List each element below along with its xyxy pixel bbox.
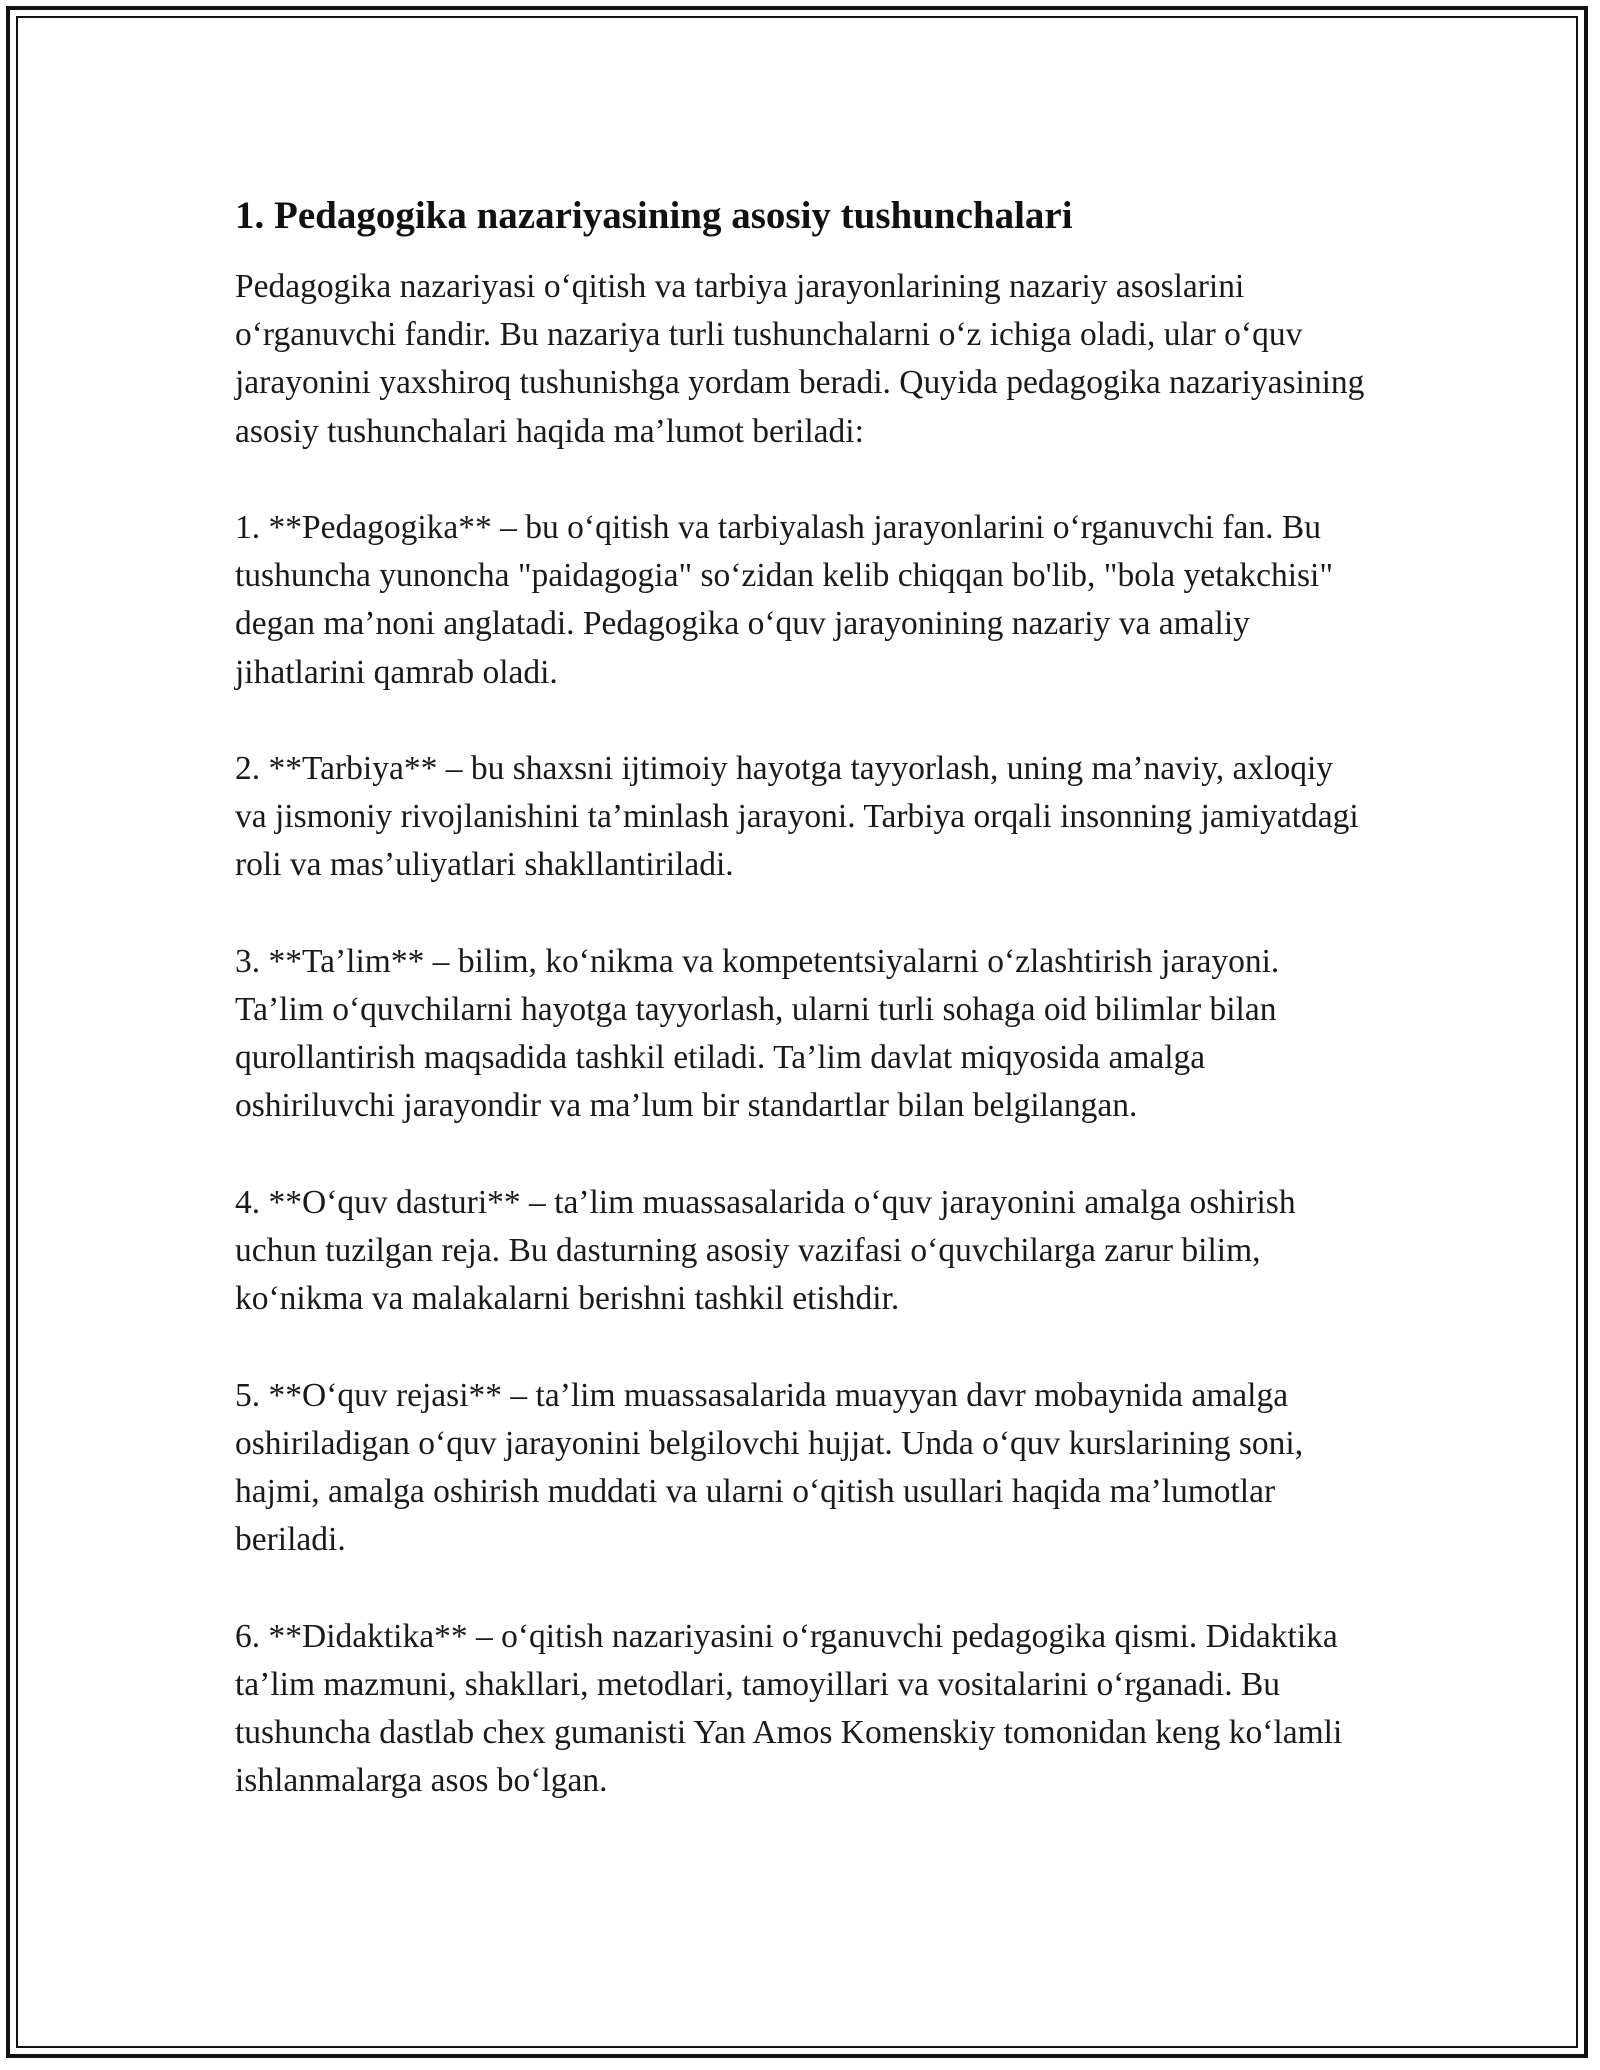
intro-paragraph: Pedagogika nazariyasi o‘qitish va tarbiya jarayonlarining nazariy asoslarini o‘rganuvchi fandir. Bu nazariya turli tushunchalarni o‘z ichiga oladi, ular o‘quv jarayonini yaxshiroq tushunishga yordam beradi. Quyida pedagogika nazariyasining asosiy tushunchalari haqida ma’lumot beriladi: (235, 268, 1365, 450)
list-item-tarbiya: 2. **Tarbiya** – bu shaxsni ijtimoiy hayotga tayyorlash, uning ma’naviy, axloqiy va jismoniy rivojlanishini ta’minlash jarayoni. Tarbiya orqali insonning jamiyatdagi roli va mas’uliyatlari shakllantiriladi. (235, 750, 1359, 884)
section-heading: 1. Pedagogika nazariyasining asosiy tushunchalari (235, 194, 1073, 237)
list-item-talim: 3. **Ta’lim** – bilim, ko‘nikma va kompetentsiyalarni o‘zlashtirish jarayoni. Ta’lim o‘quvchilarni hayotga tayyorlash, ularni turli sohaga oid bilimlar bilan qurollantirish maqsadida tashkil etiladi. Ta’lim davlat miqyosida amalga oshiriluvchi jarayondir va ma’lum bir standartlar bilan belgilangan. (235, 942, 1280, 1125)
list-item-oquv-rejasi: 5. **O‘quv rejasi** – ta’lim muassasalarida muayyan davr mobaynida amalga oshiriladigan o‘quv jarayonini belgilovchi hujjat. Unda o‘quv kurslarining soni, hajmi, amalga oshirish muddati va ularni o‘qitish usullari haqida ma’lumotlar beriladi. (235, 1376, 1304, 1559)
list-item-didaktika: 6. **Didaktika** – o‘qitish nazariyasini o‘rganuvchi pedagogika qismi. Didaktika ta’lim mazmuni, shakllari, metodlari, tamoyillari va vositalarini o‘rganadi. Bu tushuncha dastlab chex gumanisti Yan Amos Komenskiy tomonidan keng ko‘lamli ishlanmalarga asos bo‘lgan. (235, 1617, 1343, 1800)
list-item-pedagogika: 1. **Pedagogika** – bu o‘qitish va tarbiyalash jarayonlarini o‘rganuvchi fan. Bu tushuncha yunoncha "paidagogia" so‘zidan kelib chiqqan bo'lib, "bola yetakchisi" degan ma’noni anglatadi. Pedagogika o‘quv jarayonining nazariy va amaliy jihatlarini qamrab oladi. (235, 509, 1334, 691)
list-item-oquv-dasturi: 4. **O‘quv dasturi** – ta’lim muassasalarida o‘quv jarayonini amalga oshirish uchun tuzilgan reja. Bu dasturning asosiy vazifasi o‘quvchilarga zarur bilim, ko‘nikma va malakalarni berishni tashkil etishdir. (235, 1183, 1296, 1318)
document-body (235, 188, 1365, 1805)
